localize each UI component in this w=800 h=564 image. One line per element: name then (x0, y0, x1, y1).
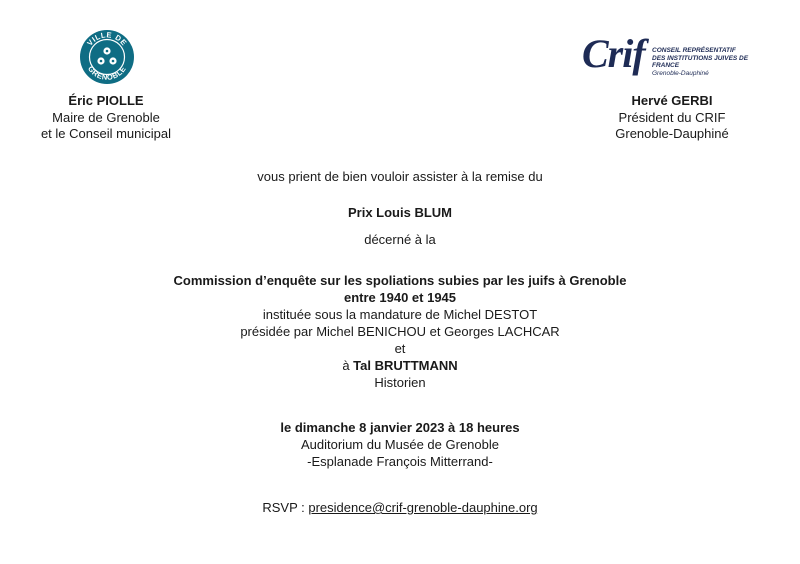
grenoble-seal-icon (79, 29, 135, 85)
crif-subtitle-line3: Grenoble-Dauphiné (652, 69, 709, 77)
seal-text-bottom: GRENOBLE (86, 64, 128, 82)
presided-text: présidée par Michel BENICHOU et Georges LACHCAR (240, 324, 560, 339)
left-first-name: Éric (68, 93, 93, 108)
grenoble-logo (79, 29, 135, 85)
right-first-name: Hervé (631, 93, 668, 108)
event-block (0, 419, 800, 470)
awarded-text: décerné à la (364, 232, 436, 247)
left-signatory (20, 93, 192, 143)
rsvp-email-link[interactable]: presidence@crif-grenoble-dauphine.org (308, 500, 538, 515)
event-address: -Esplanade François Mitterrand- (307, 454, 493, 469)
recipient-prefix: à (342, 358, 354, 373)
crif-subtitle-line1: CONSEIL REPRÉSENTATIF (652, 47, 736, 54)
right-last-name: GERBI (671, 93, 713, 108)
crif-subtitle-line2: DES INSTITUTIONS JUIVES DE FRANCE (652, 54, 749, 69)
crif-logo (582, 31, 782, 78)
right-signatory (586, 93, 758, 143)
left-signatory-name (20, 93, 192, 110)
crif-subtitle (652, 47, 772, 77)
seal-text-top: VILLE DE (85, 30, 129, 48)
recipient-role: Historien (374, 375, 426, 390)
event-venue: Auditorium du Musée de Grenoble (300, 437, 499, 452)
right-signatory-name (586, 93, 758, 110)
left-signatory-subtitle: et le Conseil municipal (40, 126, 172, 141)
commission-line1: Commission d’enquête sur les spoliations subies par les juifs à Grenoble (173, 273, 627, 288)
left-signatory-title: Maire de Grenoble (52, 109, 160, 125)
instituted-text: instituée sous la mandature de Michel DESTOT (262, 307, 538, 322)
intro-text: vous prient de bien vouloir assister à la remise du (257, 169, 543, 184)
commission-block (0, 272, 800, 391)
and-text: et (394, 341, 406, 356)
recipient-line (0, 357, 800, 374)
prize-title: Prix Louis BLUM (347, 205, 452, 220)
right-signatory-title: Président du CRIF (618, 109, 726, 125)
event-date: le dimanche 8 janvier 2023 à 18 heures (280, 420, 520, 435)
left-last-name: PIOLLE (96, 93, 144, 108)
commission-line2: entre 1940 et 1945 (343, 290, 457, 305)
right-signatory-subtitle: Grenoble-Dauphiné (615, 126, 729, 141)
recipient-name: Tal BRUTTMANN (353, 358, 458, 373)
rsvp-line (0, 499, 800, 516)
crif-wordmark: Crif (582, 31, 645, 76)
rsvp-label: RSVP : (262, 500, 309, 515)
